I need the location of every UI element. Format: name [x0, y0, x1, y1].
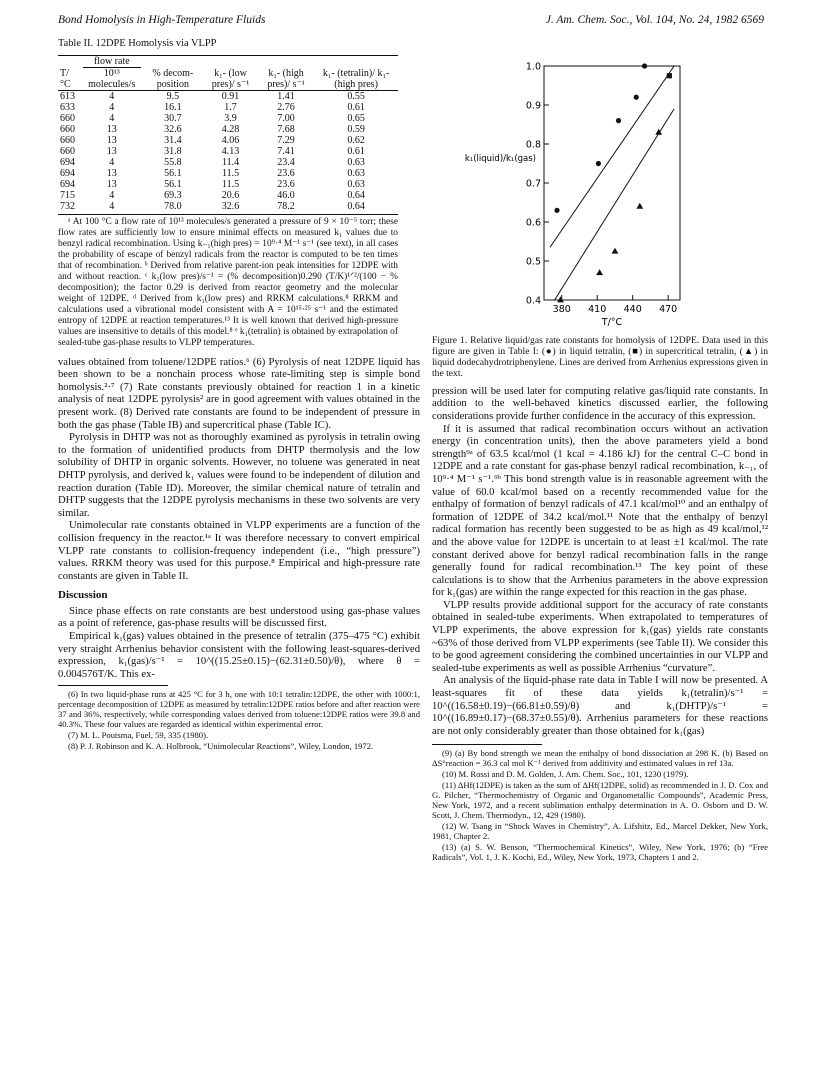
- table-cell: 55.8: [164, 156, 182, 168]
- x-axis-label: T/°C: [601, 317, 623, 328]
- y-tick-label: 0.8: [525, 139, 541, 151]
- table-row: [58, 124, 398, 135]
- footnote: (6) In two liquid-phase runs at 425 °C for 3 h, one with 10:1 tetralin:12DPE, the other with 1000:1, percentage decomposition of 12DPE as measured by tetralin:12DPE ratios before and after reaction were 37 and 36%, respectively, while corresponding values derived from toluene:12DPE ratios were 39.8 and 40.3%. These four values are regarded as identical within experimental error.: [58, 689, 420, 730]
- table-cell: 1.7: [224, 101, 237, 113]
- table-cell: 78.0: [164, 200, 182, 212]
- table-cell: 7.41: [277, 145, 295, 157]
- body-paragraph: Pyrolysis in DHTP was not as thoroughly examined as pyrolysis in tetralin owing to the formation of unidentified products from DHTP thermolysis and the low solubility of DHTP in organic solvents. However, no toluene was generated in neat DHTP pyrolysis, and derived k₁ values were found to be independent of dilution and reaction duration (Table ID). Moreover, the similar chemical nature of tetralin and DHTP suggests that the 12DPE pyrolysis mechanisms in these two solvents are very similar.: [58, 432, 420, 519]
- table-cell: 660: [60, 134, 75, 146]
- table-cell: 694: [60, 167, 75, 179]
- col-header-k-high: k₁- (high pres)/ s⁻¹: [258, 55, 314, 90]
- body-paragraph: An analysis of the liquid-phase rate data in Table I will now be presented. A least-squares fit of these data yields k₁(tetralin)/s⁻¹ = 10^((16.58±0.19)−(66.81±0.59)/θ) and k₁(DHTP)/s⁻¹ = 10^((16.89±0.17)−(68.37±0.55)/θ). Arrhenius parameters for these reactions are not only considerably greater than those obtained for k₁(gas): [432, 675, 768, 737]
- table-cell: 4.13: [221, 145, 240, 157]
- body-paragraph: VLPP results provide additional support for the accuracy of rate constants obtained in sealed-tube experiments. When extrapolated to temperatures of VLPP experiments, the above expression for k₁(gas) yields rate constants ~63% of those derived from VLPP experiments (see Table II). We consider this to be good agreement considering the combined uncertainties in our VLPP and sealed-tube experiments as well as possible Arrhenius “curvature”.: [432, 599, 768, 674]
- table-row: [58, 201, 398, 212]
- plot-frame: [544, 66, 680, 300]
- table-cell: 4: [109, 189, 115, 201]
- y-tick-label: 0.4: [525, 295, 541, 307]
- table-notes: [58, 214, 398, 349]
- table-cell: 715: [60, 189, 75, 201]
- table-cell: 0.63: [347, 167, 365, 179]
- footnote: (8) P. J. Robinson and K. A. Holbrook, “Unimolecular Reactions”, Wiley, London, 1972.: [68, 741, 374, 752]
- table-cell: 694: [60, 156, 75, 168]
- table-cell: 0.64: [347, 200, 365, 212]
- table-cell: 660: [60, 145, 75, 157]
- footnotes-left: [58, 689, 420, 751]
- table-row: [58, 157, 398, 168]
- table-cell: 1.41: [277, 90, 295, 102]
- table-cell: 31.8: [164, 145, 182, 157]
- table-cell: 4: [109, 156, 115, 168]
- data-point-circle: [634, 95, 639, 100]
- col-header-ratio: k₁- (tetralin)/ k₁- (high pres): [314, 55, 398, 90]
- table-cell: 11.5: [221, 178, 240, 190]
- data-point-triangle: [596, 269, 603, 275]
- table-cell: 660: [60, 123, 75, 135]
- y-tick-label: 0.6: [525, 217, 541, 229]
- table-cell: 0.65: [347, 112, 365, 124]
- table-cell: 4: [109, 112, 115, 124]
- table-cell: 0.59: [347, 123, 365, 135]
- body-paragraph: Unimolecular rate constants obtained in VLPP experiments are a function of the collision frequency in the reactor.¹ᵃ It was therefore necessary to convert empirical VLPP rate constants to collision-frequency independent (i.e., “high pressure”) values. RRKM theory was used for this purpose.⁸ Empirical and high-pressure rate constants are given in Table II.: [58, 520, 420, 582]
- table-cell: 46.0: [277, 189, 295, 201]
- table-cell: 4.28: [221, 123, 240, 135]
- footnote: (9) (a) By bond strength we mean the enthalpy of bond dissociation at 298 K. (b) Based on ΔS°reaction = 36.3 cal mol K⁻¹ derived from additivity and estimated values in ref 13a.: [432, 748, 768, 769]
- table-cell: 23.4: [277, 156, 295, 168]
- body-paragraph: pression will be used later for computing relative gas/liquid rate constants. In addition to the well-behaved kinetics discussed earlier, the following considerations provide further confidence in the accuracy of this expression.: [432, 385, 768, 422]
- table-cell: 4: [109, 101, 115, 113]
- x-tick-label: 380: [552, 304, 571, 315]
- y-tick-label: 0.9: [525, 100, 541, 112]
- table-row: [58, 146, 398, 157]
- table-cell: 633: [60, 101, 75, 113]
- body-paragraph: Empirical k₁(gas) values obtained in the presence of tetralin (375–475 °C) exhibit very straight Arrhenius behavior consistent with the following least-squares-derived expression, k₁(gas)/s⁻¹ = 10^((15.25±0.15)−(62.31±0.50)/θ), where θ = 0.004576T/K. This ex-: [58, 631, 420, 680]
- table-cell: 13: [106, 123, 117, 135]
- x-tick-label: 470: [659, 304, 678, 315]
- table-cell: 0.62: [347, 134, 365, 146]
- table-cell: 4: [109, 90, 115, 102]
- y-tick-label: 1.0: [525, 61, 541, 73]
- table-cell: 2.76: [277, 101, 295, 113]
- table-title: Table II. 12DPE Homolysis via VLPP: [58, 38, 217, 49]
- table-cell: 23.6: [277, 167, 295, 179]
- table-cell: 30.7: [164, 112, 182, 124]
- table-cell: 4.06: [221, 134, 240, 146]
- table-cell: 7.00: [277, 112, 295, 124]
- data-point-triangle: [557, 296, 564, 302]
- table-cell: 732: [60, 200, 75, 212]
- footnotes-right: [432, 748, 768, 862]
- data-point-square: [667, 73, 672, 78]
- table-cell: 13: [106, 134, 117, 146]
- table-cell: 7.29: [277, 134, 295, 146]
- data-point-circle: [554, 208, 559, 213]
- table-cell: 11.4: [221, 156, 240, 168]
- running-header-right: J. Am. Chem. Soc., Vol. 104, No. 24, 1982 6569: [545, 14, 764, 26]
- table-cell: 0.64: [347, 189, 365, 201]
- table-cell: 56.1: [164, 167, 182, 179]
- table-cell: 69.3: [164, 189, 182, 201]
- table-cell: 0.91: [221, 90, 240, 102]
- table-cell: 16.1: [164, 101, 182, 113]
- table-cell: 11.5: [221, 167, 240, 179]
- table-cell: 13: [106, 145, 117, 157]
- table-cell: 31.4: [164, 134, 182, 146]
- table-row: [58, 190, 398, 201]
- table-cell: 32.6: [221, 200, 240, 212]
- table-cell: 56.1: [164, 178, 182, 190]
- x-tick-label: 440: [623, 304, 642, 315]
- table-cell: 3.9: [224, 112, 237, 124]
- body-paragraph: values obtained from toluene/12DPE ratios.⁶ (6) Pyrolysis of neat 12DPE liquid has been shown to be a nonchain process whose rate-limiting step is simple bond homolysis.²·⁷ (7) Rate constants previously obtained for reaction 1 in a kinetic analysis of neat 12DPE pyrolysis² are in good agreement with values obtained in the present work. (8) Derived rate constants are found to be independent of pressure in both the gas phase (Table IB) and supercritical phase (Table IC).: [58, 356, 420, 431]
- table-row: [58, 168, 398, 179]
- table-cell: 0.61: [347, 145, 365, 157]
- footnote: (11) ΔHf(12DPE) is taken as the sum of ΔHf(12DPE, solid) as recommended in J. D. Cox and G. Pilcher, “Thermochemistry of Organic and Organometallic Compounds”, Academic Press, New York, 1972, and a recent sublimation enthalpy determination in A. O. Osborn and D. W. Scott, J. Chem. Thermodyn., 12, 429 (1980).: [432, 780, 768, 821]
- body-paragraph: If it is assumed that radical recombination occurs without an activation energy (in concentration units), then the above parameters yield a bond strength⁹ᵃ of 63.5 kcal/mol (1 kcal = 4.186 kJ) for the central C–C bond in 12DPE and a rate constant for gas-phase benzyl radical recombination, k₋₁, of 10⁹·⁴ M⁻¹ s⁻¹.⁹ᵇ This bond strength value is in reasonable agreement with the value of 60.0 kcal/mol based on a recently recommended value for the enthalpy of formation of benzyl radicals of 47.1 kcal/mol¹⁰ and an enthalpy of formation of 12DPE of 34.2 kcal/mol.¹¹ Note that the enthalpy of benzyl radical formation has recently been suggested to be as high as 49 kcal/mol,¹² and the above value for 12DPE is uncertain to at least ±1 kcal/mol. The rate constant derived above for benzyl radical recombination falls in the range generally found for radical recombination.¹³ The key point of these calculations is to show that the Arrhenius parameters in the above expression for k₁(gas) are within the range expected for this reaction in the gas phase.: [432, 423, 768, 599]
- footnote: (12) W. Tsang in “Shock Waves in Chemistry”, A. Lifshitz, Ed., Marcel Dekker, New York, 1981, Chapter 2.: [432, 821, 768, 842]
- col-header-k-low: k₁- (low pres)/ s⁻¹: [203, 55, 258, 90]
- data-point-triangle: [612, 248, 619, 254]
- table-cell: 78.2: [277, 200, 295, 212]
- table-cell: 4: [109, 200, 115, 212]
- fit-line: [550, 66, 674, 247]
- y-tick-label: 0.7: [525, 178, 541, 190]
- col-header-temp: T/ °C: [58, 55, 81, 90]
- table-row: [58, 113, 398, 124]
- table-cell: 0.55: [347, 90, 365, 102]
- left-column: [58, 38, 420, 752]
- table-cell: 0.63: [347, 178, 365, 190]
- table-cell: 0.61: [347, 101, 365, 113]
- fit-line: [555, 109, 674, 300]
- data-point-circle: [642, 63, 647, 68]
- section-heading: Discussion: [58, 589, 108, 602]
- data-point-circle: [596, 161, 601, 166]
- table-12dpe-homolysis: [58, 55, 398, 212]
- figure-caption: Figure 1. Relative liquid/gas rate constants for homolysis of 12DPE. Data used in this figure are given in Table I: (●) in liquid tetralin, (■) in supercritical tetralin, (▲) in liquid dodecahydrotriphenylene. Lines are derived from Arrhenius expressions given in the text.: [432, 334, 768, 380]
- table-cell: 613: [60, 90, 75, 102]
- table-cell: 13: [106, 167, 117, 179]
- table-row: [58, 179, 398, 190]
- table-cell: 9.5: [166, 90, 180, 102]
- col-header-flow: flow rate 10¹³ molecules/s: [81, 55, 143, 90]
- y-axis-label: k₁(liquid)/k₁(gas): [464, 154, 536, 164]
- footnote: (13) (a) S. W. Benson, “Thermochemical Kinetics”, Wiley, New York, 1976; (b) “Free Radicals”, Vol. 1, J. K. Kochi, Ed., Wiley, New York, 1973, Chapters 1 and 2.: [432, 842, 768, 863]
- table-cell: 694: [60, 178, 75, 190]
- table-row: [58, 90, 398, 102]
- y-tick-label: 0.5: [525, 256, 541, 268]
- data-point-circle: [616, 118, 621, 123]
- table-row: [58, 135, 398, 146]
- x-tick-label: 410: [588, 304, 607, 315]
- figure-1-chart: [432, 38, 768, 328]
- data-point-triangle: [636, 203, 643, 209]
- footnote: (7) M. L. Poutsma, Fuel, 59, 335 (1980).: [68, 730, 209, 741]
- table-row: [58, 102, 398, 113]
- table-cell: 32.6: [164, 123, 182, 135]
- table-cell: 20.6: [221, 189, 240, 201]
- table-body: [58, 90, 398, 212]
- body-paragraph: Since phase effects on rate constants are best understood using gas-phase values as a point of reference, gas-phase results will be discussed first.: [58, 605, 420, 630]
- table-cell: 13: [106, 178, 117, 190]
- col-header-decomp: % decom- position: [143, 55, 204, 90]
- running-header-left: Bond Homolysis in High-Temperature Fluids: [58, 14, 266, 26]
- table-cell: 23.6: [277, 178, 295, 190]
- table-cell: 0.63: [347, 156, 365, 168]
- table-cell: 660: [60, 112, 75, 124]
- table-note: ᵃ At 100 °C a flow rate of 10¹³ molecules/s generated a pressure of 9 × 10⁻⁵ torr; these flow rates are sufficiently low to ensure minimal effects on measured k₁ values due to benzyl radical recombination. Using k₋₁(high pres) = 10⁹·⁴ M⁻¹ s⁻¹ (see text), in all cases the probability of escape of benzyl radicals from the reactor is computed to be ten times that of recombination. ᵇ Derived from relative parent-ion peak intensities for 12DPE with and without reaction. ᶜ k₁(low pres)/s⁻¹ = (% decomposition)0.290 (T/K)¹ᐟ²/(100 − % decomposition); the factor 0.29 is derived from reactor geometry and the molecular weight of 12DPE. ᵈ Derived from k₁(low pres) and RRKM calculations.⁸ RRKM and calculations used a vibrational model consistent with A = 10¹⁵·²⁵ s⁻¹ and the estimated entropy of 12DPE at reaction temperatures.¹³ It is well known that derived high-pressure values are insensitive to details of this model.⁸ ᵉ k₁(tetralin) is obtained by extrapolation of sealed-tube gas-phase results to VLPP temperatures.: [58, 216, 398, 348]
- right-column: [432, 38, 768, 863]
- footnote-rule: [432, 744, 542, 745]
- table-cell: 7.68: [277, 123, 295, 135]
- footnote-rule: [58, 685, 168, 686]
- footnote: (10) M. Rossi and D. M. Golden, J. Am. Chem. Soc., 101, 1230 (1979).: [442, 769, 689, 780]
